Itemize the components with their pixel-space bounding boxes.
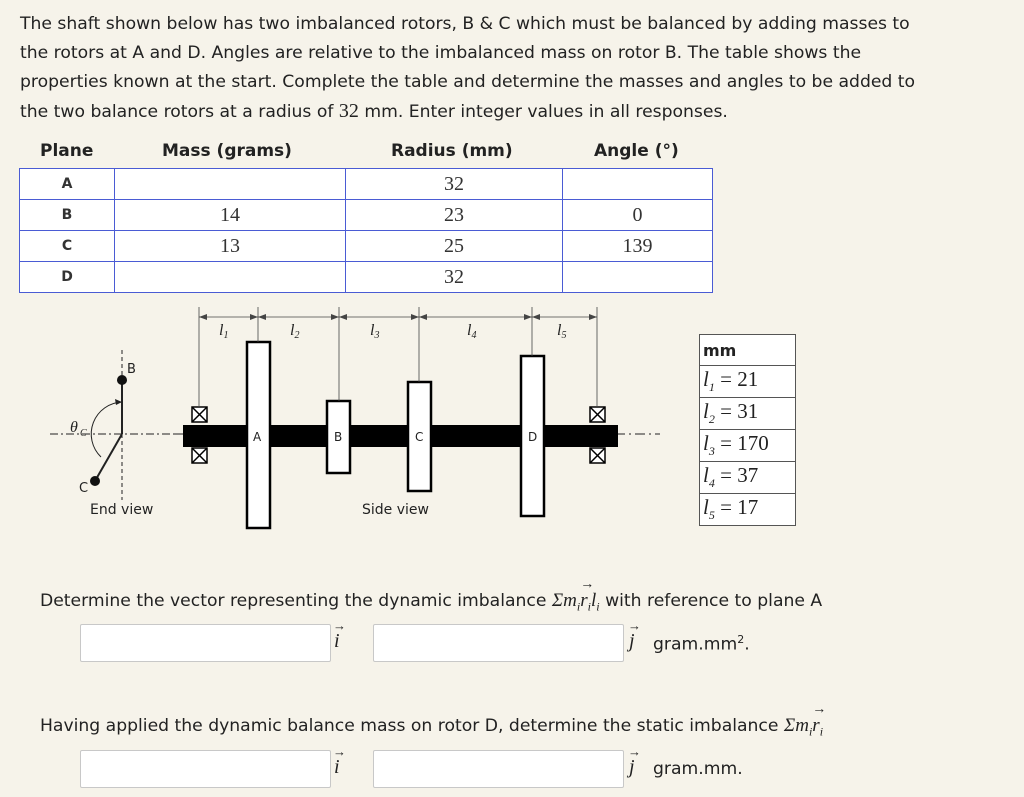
side-view [175, 307, 660, 528]
lengths-unit: mm [700, 335, 796, 366]
question-1-text: Determine the vector representing the dynamic imbalance $\Sigma m_ir$ → $_il_i$ with reference to plane A [40, 577, 823, 614]
dim-l3 [370, 322, 379, 341]
properties-table [19, 168, 713, 293]
shaft-diagram [0, 295, 700, 535]
mass-b-dot [117, 375, 127, 385]
header-radius: Radius (mm) [391, 141, 513, 161]
angle-cell [563, 169, 713, 200]
mass-c-label: C [79, 481, 89, 496]
dim-l5-name: l [557, 322, 562, 339]
angle-cell [563, 262, 713, 293]
mass-cell: 13 [115, 231, 346, 262]
question-1-prompt: Determine the vector representing the dynamic imbalance [40, 591, 552, 611]
radius-cell: 32 [346, 262, 563, 293]
question-2-prompt: Having applied the dynamic balance mass on rotor D, determine the static imbalance [40, 716, 784, 736]
statement-line-4-start: the two balance rotors at a radius of [20, 102, 339, 122]
statement-line-2: the rotors at A and D. Angles are relative to the imbalanced mass on rotor B. The table shows the [20, 43, 862, 63]
mass-cell [115, 169, 346, 200]
angle-cell: 0 [563, 200, 713, 231]
dim-l3-name: l [370, 322, 375, 339]
mass-c-arm [95, 434, 122, 481]
j-unit-vector-label: j → [628, 744, 641, 778]
dimension-line [199, 314, 597, 320]
question-1-sum: Σm [551, 590, 577, 611]
mass-cell [115, 262, 346, 293]
statement-line-4-end: mm. Enter integer values in all responses. [358, 102, 728, 122]
radius-cell: 32 [346, 169, 563, 200]
length-row-l2: $l_2 = 31$ [700, 398, 796, 430]
i-unit-vector-label: i → [333, 744, 346, 778]
end-view [50, 350, 175, 518]
side-view-label: Side view [362, 502, 429, 518]
header-angle: Angle (°) [594, 141, 679, 161]
angle-cell: 139 [563, 231, 713, 262]
dim-l1-sub: 1 [223, 330, 229, 341]
length-row-l3: $l_3 = 170$ [700, 430, 796, 462]
dim-l2-sub: 2 [294, 330, 300, 341]
question-1-reference: with reference to plane A [599, 591, 823, 611]
dim-l3-sub: 3 [374, 330, 380, 341]
dim-l1-name: l [219, 322, 224, 339]
question-1-unit: $gram.mm^2$. [653, 633, 750, 655]
table-row-c [20, 231, 713, 262]
dynamic-imbalance-j-input[interactable] [373, 624, 624, 662]
dim-l4-sub: 4 [471, 330, 477, 341]
length-sub: 2 [708, 412, 715, 427]
dim-l4-name: l [467, 322, 472, 339]
table-row-a [20, 169, 713, 200]
question-2-sum: Σm [783, 715, 809, 736]
question-2-unit: gram.mm. [653, 759, 743, 779]
dim-l5 [557, 322, 566, 341]
length-sub: 3 [708, 444, 715, 459]
lengths-table [699, 334, 796, 526]
rotor-b-label: B [334, 430, 343, 444]
length-name: l [703, 399, 709, 424]
theta-arrowhead [115, 399, 122, 405]
plane-cell: B [20, 200, 115, 231]
length-value: 170 [737, 431, 769, 456]
theta-label: θ [70, 419, 78, 436]
rotor-c-label: C [415, 430, 424, 444]
i-unit-vector-label: i → [333, 618, 346, 652]
dim-l2 [290, 322, 299, 341]
radius-cell: 25 [346, 231, 563, 262]
theta-subscript: C [80, 428, 87, 439]
rotor-d-label: D [528, 430, 538, 444]
dim-l1 [219, 322, 228, 341]
length-sub: 4 [708, 476, 715, 491]
table-row-b [20, 200, 713, 231]
length-name: l [703, 495, 709, 520]
dim-l5-sub: 5 [561, 330, 567, 341]
length-name: l [703, 431, 709, 456]
theta-arc [91, 402, 122, 457]
dim-l2-name: l [290, 322, 295, 339]
mass-c-dot [90, 476, 100, 486]
length-value: 17 [737, 495, 759, 520]
static-imbalance-i-input[interactable] [80, 750, 331, 788]
length-sub: 5 [708, 508, 715, 523]
statement-line-4 [20, 97, 1005, 127]
header-mass: Mass (grams) [162, 141, 292, 161]
length-row-l1: $l_1 = 21$ [700, 366, 796, 398]
dim-l4 [467, 322, 476, 341]
balance-radius-value: 32 [338, 100, 359, 122]
length-value: 21 [737, 367, 759, 392]
problem-statement [20, 10, 1005, 127]
header-plane: Plane [40, 141, 94, 161]
length-value: 31 [737, 399, 759, 424]
length-name: l [703, 367, 709, 392]
length-row-l5: $l_5 = 17$ [700, 494, 796, 526]
j-unit-vector-label: j → [628, 618, 641, 652]
question-2-text: Having applied the dynamic balance mass on rotor D, determine the static imbalance $\Sigma m_ir$ → $_i$ [40, 702, 827, 739]
length-row-l4: $l_4 = 37$ [700, 462, 796, 494]
table-row-d [20, 262, 713, 293]
rotor-a-label: A [253, 430, 262, 444]
length-value: 37 [737, 463, 759, 488]
statement-line-3: properties known at the start. Complete the table and determine the masses and angles to be added to [20, 72, 916, 92]
dynamic-imbalance-i-input[interactable] [80, 624, 331, 662]
static-imbalance-j-input[interactable] [373, 750, 624, 788]
plane-cell: A [20, 169, 115, 200]
mass-b-label: B [127, 362, 136, 377]
mass-cell: 14 [115, 200, 346, 231]
radius-cell: 23 [346, 200, 563, 231]
statement-line-1: The shaft shown below has two imbalanced rotors, B & C which must be balanced by adding masses to [20, 14, 910, 34]
length-name: l [703, 463, 709, 488]
length-sub: 1 [708, 380, 715, 395]
plane-cell: C [20, 231, 115, 262]
end-view-label: End view [90, 502, 154, 518]
plane-cell: D [20, 262, 115, 293]
